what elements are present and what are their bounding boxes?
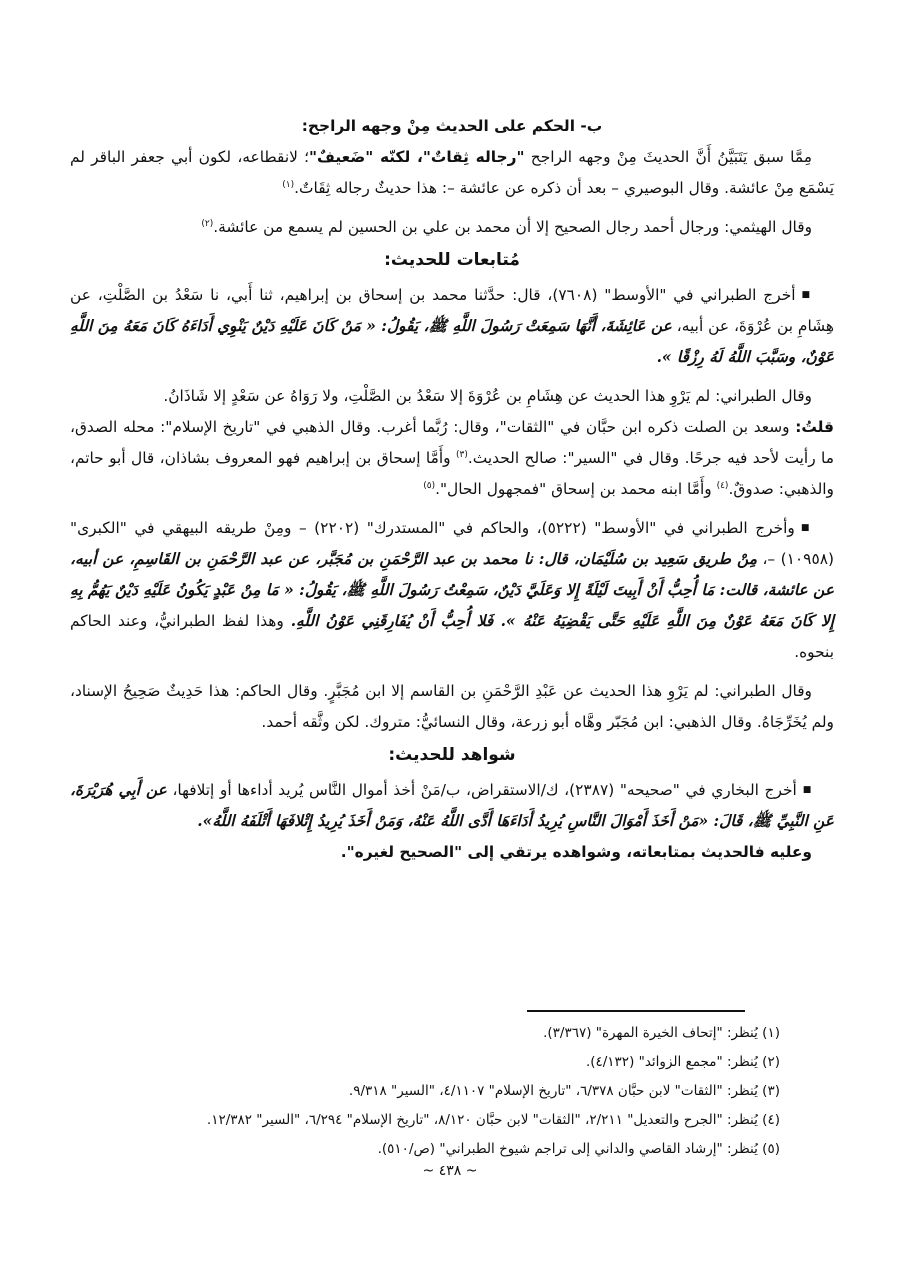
page-number: ~ ٤٣٨ ~ [422,1163,478,1179]
paragraph-haythami [70,212,834,243]
footnote-item: (٥) يُنظر: "إرشاد القاصي والداني إلى تراجم شيوخ الطبراني" (ص/٥١٠). [377,1141,780,1157]
footnote-ref[interactable]: (٥) [423,480,436,491]
paragraph-judgment [70,142,834,204]
paragraph-conclusion: وعليه فالحديث بمتابعاته، وشواهده يرتقي إلى "الصحيح لغيره". [340,843,812,861]
text-run: أخرج البخاري في "صحيحه" (٢٣٨٧)، ك/الاستقراض، ب/مَنْ أخذ أموال النَّاس يُريد أداءها أو إتلافها، [166,781,797,799]
hadith-text: مِنْ طريق سَعِيد بن سُلَيْمَان، قال: نا محمد بن عبد الرَّحْمَنِ بن مُجَبَّر، عن عبد الرَّحْمَنِ بن القَاسِمِ، عن أبيه، عن عائشة، قالت: مَا أُحِبُّ أَنْ أَبِيتَ لَيْلَةً إِلا وَعَلَيَّ دَيْنٌ، سَمِعْتُ رَسُولَ اللَّهِ ﷺ، يَقُولُ: « مَا مِنْ عَبْدٍ يَكُونُ عَلَيْهِ دَيْنٌ يَهُمُّ بِهِ إِلا كَانَ مَعَهُ عَوْنٌ مِنَ اللَّهِ عَلَيْهِ حَتَّى يَقْضِيَهُ عَنْهُ ». فَلا أُحِبُّ أَنْ يُفَارِقَنِي عَوْنُ اللَّهِ. [70,550,834,630]
footnote-item: (٣) يُنظر: "الثقات" لابن حبَّان ٦/٣٧٨، "تاريخ الإسلام" ٤/١١٠٧، "السير" ٩/٣١٨. [348,1083,780,1099]
bullet-icon: ■ [802,785,812,795]
footnote-item: (٤) يُنظر: "الجرح والتعديل" ٢/٢١١، "الثقات" لابن حبَّان ٨/١٢٠، "تاريخ الإسلام" ٦/٢٩٤، "السير" ١٢/٣٨٢. [206,1112,780,1128]
footnote-ref[interactable]: (٤) [716,480,729,491]
note-label: قلتُ: [795,418,834,436]
text-run: مِمَّا سبق يَتَبَيَّنُ أَنَّ الحديثَ مِنْ وجهه الراجح [524,148,812,166]
footnote-ref[interactable]: (٢) [201,218,214,229]
text-run: أخرج الطبراني في "الأوسط" (٧٦٠٨)، قال: حدَّثنا محمد بن إسحاق بن إبراهيم، ثنا أَبي، نا سَعْدُ بن الصَّلْتِ، عن هِشَامِ بن عُرْوَةَ، عن أبيه، [70,286,834,335]
judgment-heading: ب- الحكم على الحديث مِنْ وجهه الراجح: [301,117,603,135]
section-title-mutabaat: مُتابعات للحديث: [384,250,520,270]
footnote-ref[interactable]: (٣) [455,449,468,460]
section-title-shawahid: شواهد للحديث: [388,745,516,765]
paragraph-author-note [70,412,834,505]
footnote-ref[interactable]: (١) [282,179,295,190]
page-body [70,108,834,868]
hadith-text: عن عَائِشَةَ، أَنَّهَا سَمِعَتْ رَسُولَ اللَّهِ ﷺ، يَقُولُ: « مَنْ كَانَ عَلَيْهِ دَيْنٌ يَنْوِي أَدَاءَهُ كَانَ مَعَهُ مِنَ اللَّهِ عَوْنٌ، وسَبَّبَ اللَّهُ لَهُ رِزْقًا ». [70,317,834,366]
text-run: وقال الطبراني: لم يَرْوِ هذا الحديث عن عَبْدِ الرَّحْمَنِ بن القاسم إلا ابن مُجَبَّرٍ. وقال الحاكم: هذا حَدِيثٌ صَحِيحُ الإسناد، ولم يُخَرِّجَاهُ. وقال الذهبي: ابن مُجَبّر وهَّاه أبو زرعة، وقال النسائيُّ: متروك. لكن وثَّقه أحمد. [70,682,834,731]
text-run: وهذا لفظ الطبرانيُّ، وعند الحاكم بنحوه. [70,612,834,661]
text-run: وقال الطبراني: لم يَرْوِ هذا الحديث عن هِشَامِ بن عُرْوَةَ إلا سَعْدُ بن الصَّلْتِ، ولا رَوَاهُ عن سَعْدٍ إلا شَاذَانُ. [163,387,812,405]
footnote-item: (١) يُنظر: "إتحاف الخيرة المهرة" (٣/٣٦٧). [543,1025,780,1041]
paragraph-bukhari [70,775,834,837]
paragraph-grading [70,676,834,738]
bullet-icon: ■ [800,523,812,533]
bullet-icon: ■ [801,290,812,300]
paragraph-tabarani-awsat [70,280,834,373]
text-run: وسعد بن الصلت ذكره ابن حبَّان في "الثقات"، وقال: رُبَّما أغرب. وقال الذهبي في "تاريخ الإسلام": محله الصدق، ما رأيت لأحد فيه جرحًا. وقال في "السير": صالح الحديث. [70,418,834,467]
paragraph-tabarani-hakim [70,513,834,668]
text-run: وأخرج الطبراني في "الأوسط" (٥٢٢٢)، والحاكم في "المستدرك" (٢٢٠٢) – ومِنْ طريقه البيهقي في "الكبرى" (١٠٩٥٨) –، [70,519,834,568]
footnote-divider [527,1010,745,1012]
text-run-bold: "رجاله ثِقاتٌ"، لكنّه "ضَعيفٌ" [309,148,525,166]
text-run: وأَمَّا إسحاق بن إبراهيم فهو المعروف بشاذان، قال أبو حاتم، والذهبي: صدوقٌ. [70,449,834,498]
paragraph-tabarani-comment [70,381,834,412]
footnote-item: (٢) يُنظر: "مجمع الزوائد" (٤/١٣٢). [585,1054,780,1070]
text-run: وقال الهيثمي: ورجال أحمد رجال الصحيح إلا أن محمد بن علي بن الحسين لم يسمع من عائشة. [213,218,812,236]
text-run: وأَمَّا ابنه محمد بن إسحاق "فمجهول الحال". [435,480,717,498]
hadith-text: عن أَبِي هُرَيْرَةَ، عَنِ النَّبِيِّ ﷺ، قَالَ: «مَنْ أَخَذَ أَمْوَالَ النَّاسِ يُرِيدُ أَدَاءَهَا أَدَّى اللَّهُ عَنْهُ، وَمَنْ أَخَذَ يُرِيدُ إِتْلافَهَا أَتْلَفَهُ اللَّهُ». [70,781,834,830]
footnotes [120,1019,780,1164]
text-run: ؛ لانقطاعه، لكون أبي جعفر الباقر لم يَسْمَع مِنْ عائشة. وقال البوصيري – بعد أن ذكره عن عائشة –: هذا حديثٌ رجاله ثِقَاتٌ. [70,148,834,197]
